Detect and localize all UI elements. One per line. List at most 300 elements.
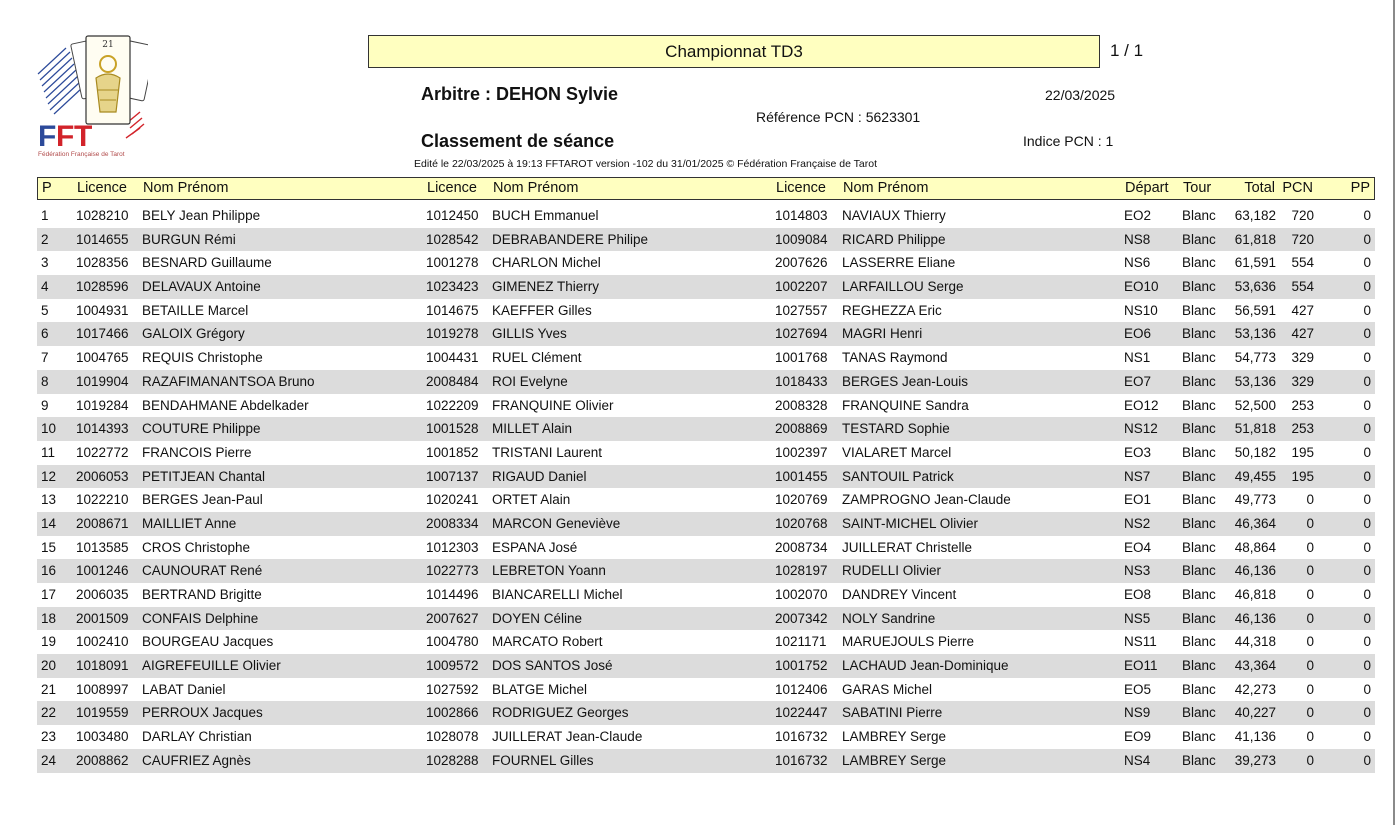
cell-licence-2: 1027592: [426, 681, 479, 697]
cell-pp: 0: [1363, 729, 1371, 745]
cell-pcn: 0: [1306, 587, 1314, 602]
cell-licence-3: 1016732: [775, 729, 828, 745]
cell-pp: 0: [1363, 492, 1371, 508]
cell-name-3: LARFAILLOU Serge: [842, 279, 964, 295]
cell-licence-3: 1021171: [775, 634, 827, 650]
cell-pcn: 0: [1306, 610, 1314, 626]
cell-rank: 14: [41, 515, 57, 531]
cell-licence-3: 2008328: [775, 397, 828, 413]
cell-tour: Blanc: [1182, 231, 1216, 247]
cell-depart: EO10: [1124, 279, 1159, 295]
cell-tour: Blanc: [1182, 255, 1216, 271]
cell-pcn: 0: [1306, 563, 1314, 579]
cell-rank: 4: [41, 279, 49, 295]
cell-name-1: RAZAFIMANANTSOA Bruno: [142, 373, 315, 389]
cell-licence-2: 1019278: [426, 326, 479, 342]
cell-licence-3: 2008734: [775, 539, 828, 555]
cell-name-2: BLATGE Michel: [492, 681, 588, 697]
cell-name-2: ROI Evelyne: [492, 373, 568, 389]
svg-text:21: 21: [102, 40, 114, 50]
cell-total: 49,773: [1234, 492, 1276, 508]
cell-rank: 15: [41, 539, 57, 555]
cell-licence-1: 2008671: [76, 515, 129, 531]
column-header-licence-2: Licence: [427, 180, 477, 196]
cell-name-1: DARLAY Christian: [142, 729, 252, 745]
cell-depart: EO3: [1124, 444, 1152, 460]
cell-licence-1: 1002410: [76, 634, 129, 650]
reference-pcn: Référence PCN : 5623301: [756, 109, 921, 125]
cell-licence-2: 1014675: [426, 302, 479, 318]
cell-name-2: ESPANA José: [492, 539, 578, 555]
cell-name-3: SANTOUIL Patrick: [842, 468, 954, 484]
cell-name-1: PETITJEAN Chantal: [142, 468, 266, 484]
cell-pp: 0: [1363, 752, 1371, 768]
cell-licence-2: 1022773: [426, 563, 479, 579]
cell-tour: Blanc: [1182, 397, 1216, 413]
cell-tour: Blanc: [1182, 610, 1216, 626]
cell-licence-3: 2008869: [775, 421, 828, 437]
cell-rank: 13: [41, 492, 57, 508]
cell-name-2: ORTET Alain: [492, 492, 571, 508]
cell-name-1: DELAVAUX Antoine: [142, 279, 261, 295]
cell-rank: 5: [41, 302, 49, 318]
cell-depart: NS12: [1124, 421, 1158, 437]
cell-name-1: PERROUX Jacques: [142, 705, 263, 721]
cell-total: 53,636: [1234, 279, 1276, 295]
cell-licence-2: 1001528: [426, 421, 479, 437]
cell-licence-1: 2001509: [76, 610, 129, 626]
cell-licence-1: 1022210: [76, 492, 129, 508]
cell-licence-3: 1027557: [775, 302, 828, 318]
table-row: [37, 299, 1375, 323]
cell-licence-2: 1001278: [426, 255, 479, 271]
cell-licence-1: 1004765: [76, 350, 129, 366]
cell-licence-1: 2008862: [76, 752, 129, 768]
cell-depart: NS5: [1124, 610, 1151, 626]
cell-tour: Blanc: [1182, 350, 1216, 366]
cell-pp: 0: [1363, 444, 1371, 460]
cell-licence-2: 1004780: [426, 634, 479, 650]
cell-licence-3: 1002397: [775, 444, 828, 460]
cell-rank: 24: [41, 752, 57, 768]
cell-tour: Blanc: [1182, 468, 1216, 484]
table-row: [37, 346, 1375, 370]
cell-tour: Blanc: [1182, 658, 1216, 674]
cell-total: 63,182: [1234, 208, 1276, 223]
table-row: [37, 251, 1375, 275]
cell-licence-3: 2007342: [775, 610, 828, 626]
cell-rank: 23: [41, 729, 57, 745]
table-row: [37, 204, 1375, 228]
cell-licence-3: 1009084: [775, 231, 828, 247]
cell-name-3: VIALARET Marcel: [842, 444, 952, 460]
cell-depart: EO8: [1124, 587, 1152, 602]
cell-name-3: LAMBREY Serge: [842, 729, 947, 745]
svg-text:T: T: [74, 120, 93, 153]
table-row: [37, 749, 1375, 773]
cell-licence-3: 1016732: [775, 752, 828, 768]
cell-name-2: TRISTANI Laurent: [492, 444, 603, 460]
cell-licence-2: 1028542: [426, 231, 479, 247]
cell-total: 61,818: [1234, 231, 1276, 247]
table-header: [37, 177, 1375, 200]
cell-pp: 0: [1363, 563, 1371, 579]
cell-name-2: KAEFFER Gilles: [492, 302, 592, 318]
cell-total: 40,227: [1234, 705, 1276, 721]
cell-name-2: DEBRABANDERE Philipe: [492, 231, 649, 247]
cell-licence-2: 1009572: [426, 658, 479, 674]
cell-licence-2: 2007627: [426, 610, 479, 626]
cell-pcn: 554: [1291, 279, 1314, 295]
column-header-tour: Tour: [1183, 180, 1212, 196]
cell-licence-1: 1019559: [76, 705, 129, 721]
cell-name-2: BUCH Emmanuel: [492, 208, 599, 223]
cell-licence-3: 1012406: [775, 681, 828, 697]
cell-pp: 0: [1363, 634, 1371, 650]
table-row: [37, 630, 1375, 654]
cell-licence-3: 1020769: [775, 492, 828, 508]
cell-rank: 10: [41, 421, 57, 437]
cell-rank: 21: [41, 681, 57, 697]
cell-licence-2: 1001852: [426, 444, 479, 460]
cell-pp: 0: [1363, 397, 1371, 413]
cell-depart: EO5: [1124, 681, 1152, 697]
cell-tour: Blanc: [1182, 208, 1216, 223]
table-row: [37, 701, 1375, 725]
table-row: [37, 512, 1375, 536]
cell-tour: Blanc: [1182, 279, 1216, 295]
table-row: [37, 536, 1375, 560]
cell-pcn: 0: [1306, 681, 1314, 697]
cell-depart: NS2: [1124, 515, 1151, 531]
cell-name-3: ZAMPROGNO Jean-Claude: [842, 492, 1011, 508]
cell-total: 48,864: [1234, 539, 1276, 555]
cell-pcn: 253: [1291, 421, 1314, 437]
cell-tour: Blanc: [1182, 681, 1216, 697]
cell-pp: 0: [1363, 350, 1371, 366]
cell-rank: 18: [41, 610, 57, 626]
cell-rank: 20: [41, 658, 57, 674]
cell-licence-2: 1023423: [426, 279, 479, 295]
cell-name-1: MAILLIET Anne: [142, 515, 237, 531]
cell-pcn: 0: [1306, 539, 1314, 555]
table-row: [37, 559, 1375, 583]
cell-name-3: TESTARD Sophie: [842, 421, 950, 437]
cell-name-3: LAMBREY Serge: [842, 752, 947, 768]
cell-licence-1: 1022772: [76, 444, 129, 460]
cell-pcn: 720: [1291, 208, 1314, 223]
cell-name-3: MARUEJOULS Pierre: [842, 634, 975, 650]
classement-heading: Classement de séance: [421, 131, 615, 151]
cell-pp: 0: [1363, 610, 1371, 626]
cell-total: 61,591: [1234, 255, 1276, 271]
cell-rank: 19: [41, 634, 57, 650]
cell-total: 54,773: [1234, 350, 1276, 366]
logo-caption: Fédération Française de Tarot: [38, 151, 125, 158]
cell-tour: Blanc: [1182, 373, 1216, 389]
cell-rank: 22: [41, 705, 57, 721]
cell-licence-1: 1019904: [76, 373, 129, 389]
table-row: [37, 275, 1375, 299]
cell-name-1: CAUFRIEZ Agnès: [142, 752, 251, 768]
cell-name-1: CONFAIS Delphine: [142, 610, 259, 626]
cell-licence-1: 1028210: [76, 208, 129, 223]
cell-total: 43,364: [1234, 658, 1276, 674]
cell-depart: NS6: [1124, 255, 1151, 271]
cell-tour: Blanc: [1182, 705, 1216, 721]
cell-pcn: 554: [1291, 255, 1314, 271]
cell-name-2: FOURNEL Gilles: [492, 752, 594, 768]
cell-total: 50,182: [1234, 444, 1276, 460]
cell-total: 46,136: [1234, 610, 1276, 626]
cell-rank: 11: [41, 444, 56, 460]
cell-licence-1: 1013585: [76, 539, 129, 555]
cell-licence-2: 1012303: [426, 539, 479, 555]
cell-pcn: 253: [1291, 397, 1314, 413]
table-row: [37, 465, 1375, 489]
cell-name-3: TANAS Raymond: [842, 350, 948, 366]
cell-name-3: NOLY Sandrine: [842, 610, 936, 626]
cell-name-3: LACHAUD Jean-Dominique: [842, 658, 1009, 674]
cell-pcn: 0: [1306, 752, 1314, 768]
cell-total: 44,318: [1234, 634, 1276, 650]
cell-pp: 0: [1363, 231, 1371, 247]
cell-pcn: 0: [1306, 634, 1314, 650]
cell-rank: 17: [41, 587, 57, 602]
cell-rank: 7: [41, 350, 49, 366]
cell-name-2: MARCON Geneviève: [492, 515, 621, 531]
table-row: [37, 607, 1375, 631]
cell-pp: 0: [1363, 468, 1371, 484]
cell-depart: NS7: [1124, 468, 1151, 484]
cell-total: 41,136: [1234, 729, 1276, 745]
cell-name-1: BETAILLE Marcel: [142, 302, 249, 318]
cell-name-1: BURGUN Rémi: [142, 231, 236, 247]
cell-licence-1: 1014655: [76, 231, 129, 247]
cell-name-1: CROS Christophe: [142, 539, 251, 555]
cell-pp: 0: [1363, 208, 1371, 223]
svg-text:F: F: [38, 120, 57, 153]
cell-total: 53,136: [1234, 373, 1276, 389]
cell-licence-1: 1014393: [76, 421, 129, 437]
cell-name-1: FRANCOIS Pierre: [142, 444, 252, 460]
table-row: [37, 441, 1375, 465]
cell-pp: 0: [1363, 421, 1371, 437]
column-header-nom-ns: Nom Prénom: [143, 180, 229, 196]
cell-pp: 0: [1363, 705, 1371, 721]
cell-name-1: BOURGEAU Jacques: [142, 634, 274, 650]
column-header-depart: Départ: [1125, 180, 1169, 196]
cell-total: 42,273: [1234, 681, 1276, 697]
cell-name-2: DOS SANTOS José: [492, 658, 613, 674]
cell-depart: NS8: [1124, 231, 1151, 247]
cell-licence-3: 1027694: [775, 326, 828, 342]
cell-pcn: 427: [1291, 302, 1314, 318]
cell-licence-1: 1008997: [76, 681, 129, 697]
cell-name-3: JUILLERAT Christelle: [842, 539, 973, 555]
cell-name-3: SABATINI Pierre: [842, 705, 943, 721]
cell-depart: EO7: [1124, 373, 1152, 389]
cell-licence-1: 1001246: [76, 563, 129, 579]
table-row: [37, 417, 1375, 441]
cell-tour: Blanc: [1182, 539, 1216, 555]
table-row: [37, 678, 1375, 702]
cell-name-1: BESNARD Guillaume: [142, 255, 272, 271]
column-header-nom-3: Nom Prénom: [843, 180, 929, 196]
results-table: [37, 204, 1375, 773]
cell-tour: Blanc: [1182, 326, 1216, 342]
cell-pp: 0: [1363, 373, 1371, 389]
table-row: [37, 583, 1375, 607]
cell-total: 46,818: [1234, 587, 1276, 602]
document-date: 22/03/2025: [1045, 87, 1116, 103]
cell-licence-2: 1014496: [426, 587, 479, 602]
cell-depart: NS4: [1124, 752, 1151, 768]
cell-depart: EO6: [1124, 326, 1152, 342]
cell-name-1: BELY Jean Philippe: [142, 208, 261, 223]
cell-name-2: BIANCARELLI Michel: [492, 587, 623, 602]
cell-total: 56,591: [1234, 302, 1276, 318]
cell-licence-2: 1002866: [426, 705, 479, 721]
cell-name-2: MILLET Alain: [492, 421, 573, 437]
cell-depart: EO2: [1124, 208, 1152, 223]
cell-licence-2: 1022209: [426, 397, 479, 413]
cell-depart: EO11: [1124, 658, 1158, 674]
cell-total: 49,455: [1234, 468, 1276, 484]
cell-licence-1: 1003480: [76, 729, 129, 745]
column-header-licence-ns: Licence: [77, 180, 127, 196]
cell-licence-1: 1028356: [76, 255, 129, 271]
cell-rank: 1: [41, 208, 49, 223]
cell-name-2: RUEL Clément: [492, 350, 582, 366]
cell-tour: Blanc: [1182, 634, 1216, 650]
table-row: [37, 394, 1375, 418]
edition-info: Edité le 22/03/2025 à 19:13 FFTAROT version -102 du 31/01/2025 © Fédération Française de Tarot: [414, 158, 878, 170]
cell-licence-1: 1018091: [76, 658, 129, 674]
cell-pp: 0: [1363, 255, 1371, 271]
cell-depart: NS3: [1124, 563, 1151, 579]
cell-depart: EO9: [1124, 729, 1152, 745]
cell-tour: Blanc: [1182, 752, 1216, 768]
cell-licence-3: 1001752: [775, 658, 828, 674]
cell-name-2: DOYEN Céline: [492, 610, 583, 626]
cell-name-3: RUDELLI Olivier: [842, 563, 942, 579]
cell-name-3: DANDREY Vincent: [842, 587, 957, 602]
cell-name-2: GIMENEZ Thierry: [492, 279, 600, 295]
cell-total: 52,500: [1234, 397, 1276, 413]
cell-pcn: 0: [1306, 658, 1314, 674]
cell-licence-1: 1017466: [76, 326, 129, 342]
table-row: [37, 654, 1375, 678]
column-header-p: P: [42, 180, 52, 196]
cell-pcn: 0: [1306, 515, 1314, 531]
cell-licence-2: 1028078: [426, 729, 479, 745]
cell-name-3: GARAS Michel: [842, 681, 933, 697]
column-header-pcn: PCN: [1282, 180, 1313, 196]
cell-total: 39,273: [1234, 752, 1276, 768]
cell-licence-3: 2007626: [775, 255, 828, 271]
cell-licence-3: 1028197: [775, 563, 828, 579]
cell-licence-3: 1022447: [775, 705, 828, 721]
cell-pcn: 720: [1291, 231, 1314, 247]
cell-pcn: 329: [1291, 350, 1314, 366]
cell-pp: 0: [1363, 279, 1371, 295]
cell-depart: EO12: [1124, 397, 1159, 413]
cell-rank: 3: [41, 255, 49, 271]
cell-licence-3: 1002070: [775, 587, 828, 602]
table-row: [37, 488, 1375, 512]
cell-licence-1: 2006053: [76, 468, 129, 484]
cell-name-2: JUILLERAT Jean-Claude: [492, 729, 643, 745]
cell-pp: 0: [1363, 326, 1371, 342]
cell-tour: Blanc: [1182, 492, 1216, 508]
cell-licence-3: 1001455: [775, 468, 828, 484]
cell-total: 51,818: [1234, 421, 1276, 437]
column-header-total: Total: [1244, 180, 1275, 196]
cell-pp: 0: [1363, 681, 1371, 697]
cell-name-2: FRANQUINE Olivier: [492, 397, 614, 413]
table-row: [37, 725, 1375, 749]
cell-licence-3: 1020768: [775, 515, 828, 531]
table-row: [37, 228, 1375, 252]
cell-total: 46,136: [1234, 563, 1276, 579]
cell-total: 46,364: [1234, 515, 1276, 531]
cell-depart: EO4: [1124, 539, 1152, 555]
cell-rank: 12: [41, 468, 57, 484]
cell-depart: NS10: [1124, 302, 1158, 318]
cell-licence-3: 1001768: [775, 350, 828, 366]
cell-name-2: LEBRETON Yoann: [492, 563, 606, 579]
cell-rank: 9: [41, 397, 49, 413]
cell-depart: NS1: [1124, 350, 1151, 366]
cell-name-3: BERGES Jean-Louis: [842, 373, 969, 389]
column-header-nom-2: Nom Prénom: [493, 180, 579, 196]
cell-pp: 0: [1363, 658, 1371, 674]
cell-licence-2: 1020241: [426, 492, 479, 508]
cell-pcn: 329: [1291, 373, 1314, 389]
page-number: 1 / 1: [1110, 41, 1144, 60]
table-row: [37, 322, 1375, 346]
cell-tour: Blanc: [1182, 444, 1216, 460]
cell-pcn: 195: [1291, 444, 1314, 460]
cell-rank: 6: [41, 326, 49, 342]
cell-name-3: LASSERRE Eliane: [842, 255, 956, 271]
cell-pp: 0: [1363, 515, 1371, 531]
cell-name-1: BERTRAND Brigitte: [142, 587, 262, 602]
cell-name-3: RICARD Philippe: [842, 231, 946, 247]
cell-name-1: LABAT Daniel: [142, 681, 226, 697]
cell-pcn: 427: [1291, 326, 1314, 342]
fftarot-logo-icon: [36, 34, 148, 164]
table-row: [37, 370, 1375, 394]
cell-pcn: 0: [1306, 492, 1314, 508]
cell-depart: EO1: [1124, 492, 1152, 508]
cell-licence-1: 1004931: [76, 302, 129, 318]
cell-name-2: CHARLON Michel: [492, 255, 601, 271]
cell-rank: 8: [41, 373, 49, 389]
cell-name-3: REGHEZZA Eric: [842, 302, 942, 318]
cell-licence-2: 2008484: [426, 373, 479, 389]
cell-pp: 0: [1363, 539, 1371, 555]
cell-name-1: AIGREFEUILLE Olivier: [142, 658, 281, 674]
cell-pp: 0: [1363, 302, 1371, 318]
cell-tour: Blanc: [1182, 563, 1216, 579]
cell-depart: NS11: [1124, 634, 1157, 650]
cell-name-1: REQUIS Christophe: [142, 350, 263, 366]
cell-pcn: 195: [1291, 468, 1314, 484]
cell-licence-3: 1002207: [775, 279, 828, 295]
cell-pcn: 0: [1306, 729, 1314, 745]
